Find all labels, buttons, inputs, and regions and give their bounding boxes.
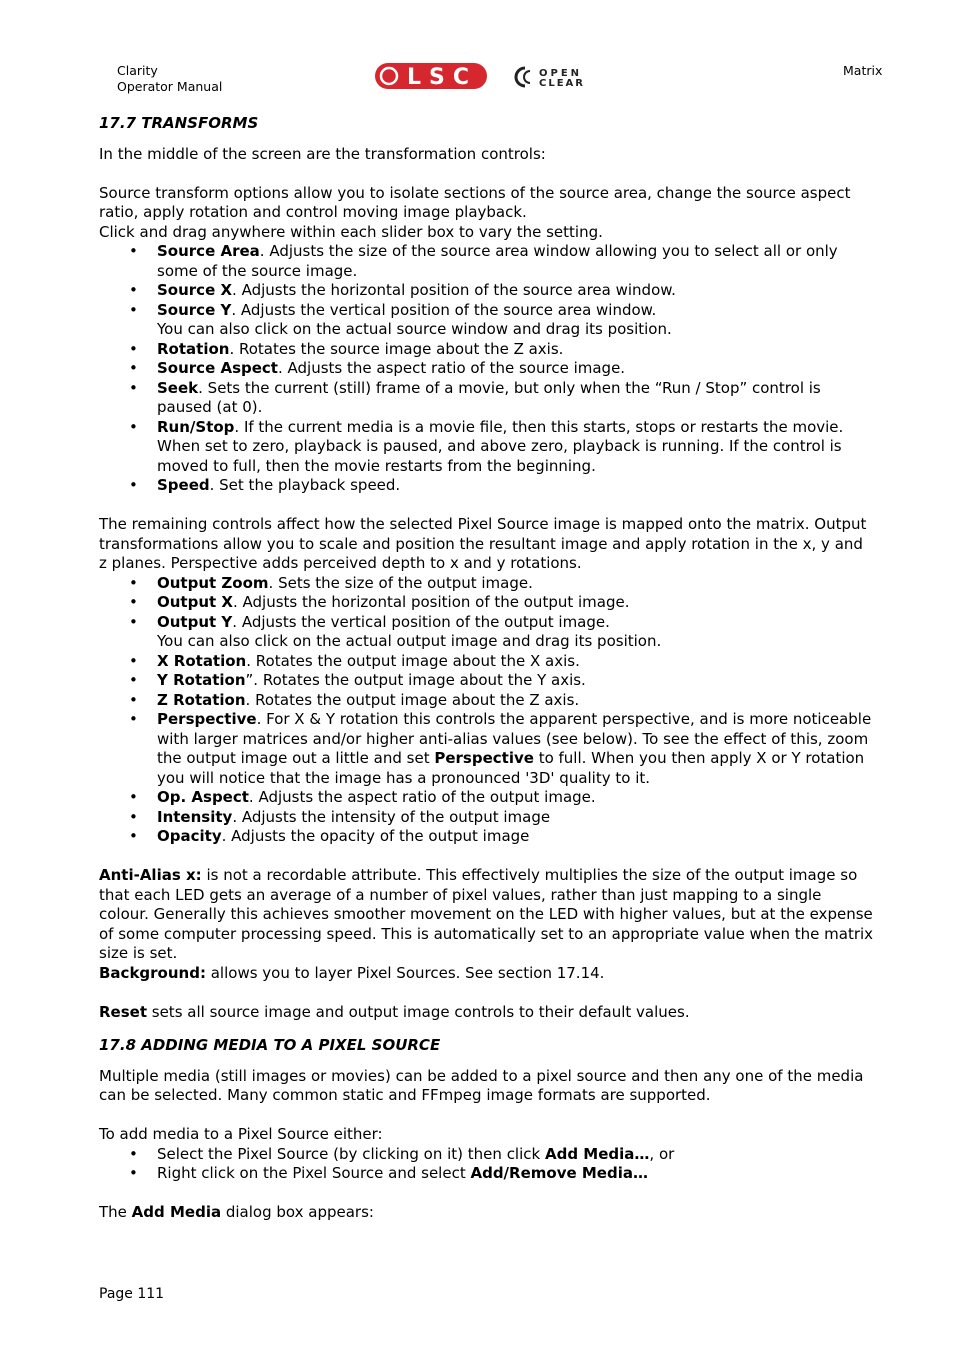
openclear-logo <box>511 65 607 93</box>
add-media-intro: To add media to a Pixel Source either: <box>99 1125 383 1143</box>
background-paragraph: Background: allows you to layer Pixel Sources. See section 17.14. <box>99 963 605 982</box>
source-transform-paragraph: Source transform options allow you to isolate sections of the source area, change the source aspect ratio, apply rotation and control moving image playback. <box>99 183 851 221</box>
list-item: • Source Y. Adjusts the vertical position of the source area window. You can also click on the actual source window and drag its position. <box>157 301 874 340</box>
list-item: • Source Area. Adjusts the size of the source area window allowing you to select all or only some of the source image. <box>157 242 874 281</box>
header-product: Clarity <box>117 63 158 78</box>
list-item: • Output Y. Adjusts the vertical position of the output image. You can also click on the actual output image and drag its position. <box>157 613 874 652</box>
list-item: • Z Rotation. Rotates the output image about the Z axis. <box>157 691 874 711</box>
multiple-media-paragraph: Multiple media (still images or movies) can be added to a pixel source and then any one of the media can be selected. Many common static and FFmpeg image formats are supported. <box>99 1066 864 1104</box>
section-17-7-title: 17.7 TRANSFORMS <box>99 114 259 132</box>
header-manual: Operator Manual <box>117 79 223 94</box>
list-item: • Y Rotation”. Rotates the output image about the Y axis. <box>157 671 874 691</box>
header-doc-info <box>117 63 222 95</box>
list-item: • Speed. Set the playback speed. <box>157 476 874 496</box>
openclear-logo-line2: CLEAR <box>539 78 585 89</box>
list-item: • Source Aspect. Adjusts the aspect ratio of the source image. <box>157 359 874 379</box>
page-number: Page 111 <box>99 1286 165 1302</box>
list-item: • Intensity. Adjusts the intensity of the output image <box>157 808 874 828</box>
output-transform-paragraph: The remaining controls affect how the selected Pixel Source image is mapped onto the matrix. Output transformations allow you to scale and position the resultant image and apply rotation in the x, y and z planes. Perspective adds perceived depth to x and y rotations. <box>99 515 867 572</box>
openclear-logo-line1: OPEN <box>539 68 583 79</box>
list-item: • X Rotation. Rotates the output image about the X axis. <box>157 652 874 672</box>
list-item: • Source X. Adjusts the horizontal position of the source area window. <box>157 281 874 301</box>
add-media-list <box>99 1145 874 1184</box>
list-item: • Perspective. For X & Y rotation this controls the apparent perspective, and is more noticeable with larger matrices and/or higher anti-alias values (see below). To see the effect of this, zoom the output image out a little and set Perspective to full. When you then apply X or Y rotation you will notice that the image has a pronounced '3D' quality to it. <box>157 710 874 788</box>
lsc-logo <box>374 62 488 94</box>
antialias-paragraph: Anti-Alias x: is not a recordable attribute. This effectively multiplies the size of the output image so that each LED gets an average of a number of pixel values, rather than just mapping to a single colour. Generally this achieves smoother movement on the LED with higher values, but at the expense of some computer processing speed. This is automatically set to an appropriate value when the matrix size is set. <box>99 866 874 962</box>
list-item: • Rotation. Rotates the source image about the Z axis. <box>157 340 874 360</box>
output-controls-list <box>99 574 874 847</box>
list-item: • Opacity. Adjusts the opacity of the output image <box>157 827 874 847</box>
list-item: • Output Zoom. Sets the size of the output image. <box>157 574 874 594</box>
list-item: • Output X. Adjusts the horizontal position of the output image. <box>157 593 874 613</box>
intro-paragraph: In the middle of the screen are the transformation controls: <box>99 144 546 163</box>
lsc-logo-text: LSC <box>406 65 478 90</box>
header-chapter: Matrix <box>843 63 883 78</box>
list-item: • Op. Aspect. Adjusts the aspect ratio of the output image. <box>157 788 874 808</box>
page-content <box>99 114 874 1223</box>
dialog-appears-paragraph: The Add Media dialog box appears: <box>99 1203 374 1221</box>
list-item: • Seek. Sets the current (still) frame of a movie, but only when the “Run / Stop” control is paused (at 0). <box>157 379 874 418</box>
list-item: • Select the Pixel Source (by clicking on it) then click Add Media…, or <box>157 1145 874 1165</box>
list-item: • Run/Stop. If the current media is a movie file, then this starts, stops or restarts the movie. When set to zero, playback is paused, and above zero, playback is running. If the control is moved to full, then the movie restarts from the beginning. <box>157 418 874 477</box>
click-drag-paragraph: Click and drag anywhere within each slider box to vary the setting. <box>99 222 603 241</box>
section-17-8-title: 17.8 ADDING MEDIA TO A PIXEL SOURCE <box>99 1036 441 1054</box>
list-item: • Right click on the Pixel Source and select Add/Remove Media… <box>157 1164 874 1184</box>
reset-paragraph: Reset sets all source image and output image controls to their default values. <box>99 1002 690 1021</box>
source-controls-list <box>99 242 874 496</box>
